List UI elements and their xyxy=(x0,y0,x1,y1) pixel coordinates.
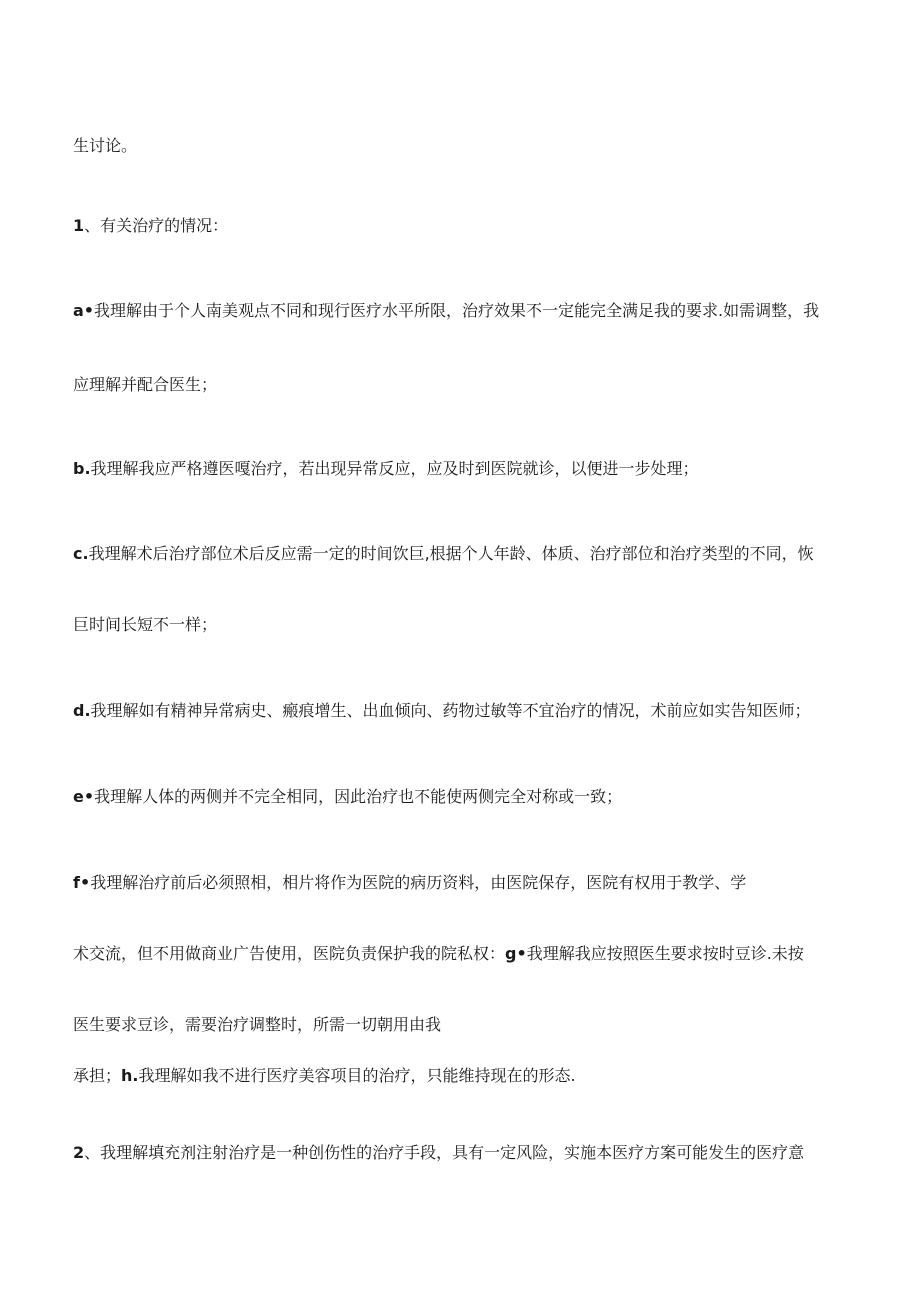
paragraph-line xyxy=(73,943,804,965)
line-text: 我理解术后治疗部位术后反应需一定的时间饮巨,根据个人年龄、体质、治疗部位和治疗类型的不同，恢 xyxy=(88,544,814,563)
line-text: 我理解我应按照医生要求按时豆诊.未按 xyxy=(526,944,804,963)
line-text: 、有关治疗的情况： xyxy=(84,216,229,235)
line-text: 生讨论。 xyxy=(73,136,138,155)
line-text: 我理解如有精神异常病史、瘢痕增生、出血倾向、药物过敏等不宜治疗的情况，术前应如实告知医师； xyxy=(90,701,811,720)
paragraph-line xyxy=(73,374,217,396)
item-marker: d. xyxy=(73,701,91,720)
line-text: 术交流，但不用做商业广告使用，医院负责保护我的院私权： xyxy=(73,944,506,963)
item-marker: e• xyxy=(73,787,95,806)
line-text: 承担； xyxy=(73,1066,122,1085)
item-marker: g• xyxy=(505,944,527,963)
line-text: 、我理解填充剂注射治疗是一种创伤性的治疗手段，具有一定风险，实施本医疗方案可能发生的医疗意 xyxy=(84,1143,805,1162)
paragraph-line xyxy=(73,614,217,636)
line-text: 医生要求豆诊，需要治疗调整时，所需一切朝用由我 xyxy=(73,1015,442,1034)
line-text: 应理解并配合医生； xyxy=(73,375,218,394)
list-item-c xyxy=(73,543,814,565)
section-heading xyxy=(73,1142,804,1164)
section-heading xyxy=(73,215,228,237)
item-marker: c. xyxy=(73,544,89,563)
list-item-d xyxy=(73,700,811,722)
line-text: 我理解如我不进行医疗美容项目的治疗，只能维持现在的形态. xyxy=(138,1066,576,1085)
section-number: 1 xyxy=(73,216,85,235)
line-text: 我理解治疗前后必须照相，相片将作为医院的病历资料，由医院保存，医院有权用于教学、学 xyxy=(90,873,747,892)
line-text: 我理解我应严格遵医嘎治疗，若出现异常反应，应及时到医院就诊，以便进一步处理； xyxy=(90,459,699,478)
list-item-e xyxy=(73,786,622,808)
list-item-b xyxy=(73,458,699,480)
item-marker: a• xyxy=(73,301,95,320)
item-marker: b. xyxy=(73,459,91,478)
paragraph-line xyxy=(73,135,137,157)
list-item-f xyxy=(73,872,746,894)
line-text: 我理解由于个人南美观点不同和现行医疗水平所限，治疗效果不一定能完全满足我的要求.如需调整，我 xyxy=(94,301,820,320)
section-number: 2 xyxy=(73,1143,85,1162)
paragraph-line xyxy=(73,1014,441,1036)
item-marker: h. xyxy=(121,1066,139,1085)
line-text: 我理解人体的两侧并不完全相同，因此治疗也不能使两侧完全对称或一致； xyxy=(94,787,623,806)
line-text: 巨时间长短不一样； xyxy=(73,615,218,634)
list-item-a xyxy=(73,300,819,322)
item-marker: f• xyxy=(73,873,91,892)
paragraph-line xyxy=(73,1065,576,1087)
